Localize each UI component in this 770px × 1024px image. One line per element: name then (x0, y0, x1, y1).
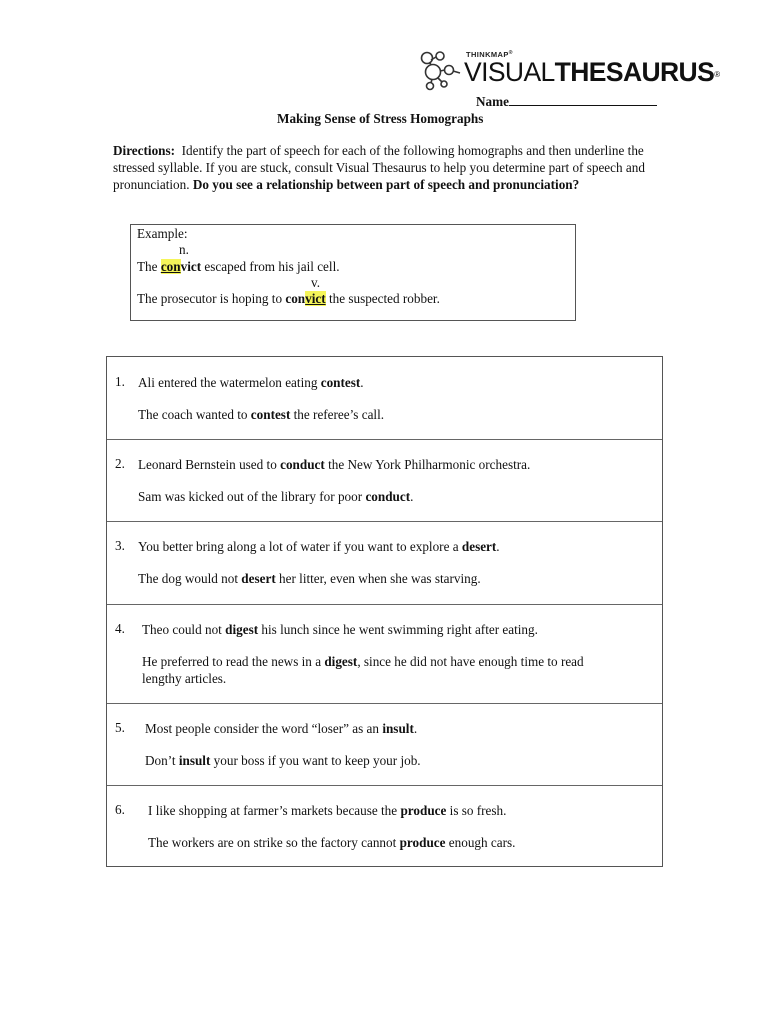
question-number: 5. (115, 720, 125, 735)
directions-label: Directions: (113, 143, 176, 158)
example-sentence-verb: The prosecutor is hoping to convict the suspected robber. (137, 291, 440, 306)
example-pos-noun: n. (179, 242, 189, 257)
question-number: 3. (115, 538, 125, 553)
question-row-3 (107, 521, 662, 605)
question-number: 1. (115, 374, 125, 389)
question-sentence-a: Leonard Bernstein used to conduct the New York Philharmonic orchestra. (138, 457, 531, 472)
question-sentence-b: He preferred to read the news in a digest, since he did not have enough time to read lengthy articles. (142, 654, 584, 686)
name-blank-line[interactable] (509, 94, 657, 106)
question-sentence-a: Most people consider the word “loser” as an insult. (145, 721, 418, 736)
directions-question: Do you see a relationship between part of speech and pronunciation? (192, 177, 580, 192)
directions-text: Identify the part of speech for each of the following homographs and then underline the stressed syllable. If you are stuck, consult Visual Thesaurus to help you determine part of speech and pronunciation. (113, 143, 645, 192)
example-box (130, 224, 576, 321)
question-sentence-b: Sam was kicked out of the library for poor conduct. (138, 489, 414, 504)
question-sentence-a: I like shopping at farmer’s markets because the produce is so fresh. (148, 803, 507, 818)
question-sentence-b: The workers are on strike so the factory cannot produce enough cars. (148, 835, 516, 850)
stressed-syllable-highlight: con (160, 259, 181, 274)
question-row-5 (107, 703, 662, 786)
thinkmap-label: THINKMAP® (466, 50, 513, 59)
question-row-2 (107, 439, 662, 522)
question-row-1 (107, 357, 662, 440)
name-label: Name (476, 94, 509, 109)
question-number: 2. (115, 456, 125, 471)
questions-table (106, 356, 663, 867)
question-row-6 (107, 785, 662, 866)
question-number: 6. (115, 802, 125, 817)
example-sentence-noun: The convict escaped from his jail cell. (137, 259, 340, 274)
question-sentence-b: The dog would not desert her litter, even when she was starving. (138, 571, 481, 586)
example-label: Example: (137, 226, 188, 241)
name-field (476, 94, 657, 110)
directions-paragraph (113, 142, 663, 193)
visual-thesaurus-logo (418, 44, 720, 92)
example-pos-verb: v. (311, 275, 321, 290)
question-number: 4. (115, 621, 125, 636)
question-row-4 (107, 604, 662, 704)
question-sentence-b: The coach wanted to contest the referee’s call. (138, 407, 385, 422)
question-sentence-a: Ali entered the watermelon eating contest. (138, 375, 364, 390)
logo-wordmark: VISUALTHESAURUS® (464, 57, 720, 87)
question-sentence-a: Theo could not digest his lunch since he went swimming right after eating. (142, 622, 538, 637)
stressed-syllable-highlight: vict (305, 291, 326, 306)
question-sentence-b: Don’t insult your boss if you want to keep your job. (145, 753, 421, 768)
molecule-logo-icon (418, 44, 464, 92)
question-sentence-a: You better bring along a lot of water if you want to explore a desert. (138, 539, 500, 554)
page-title: Making Sense of Stress Homographs (277, 111, 484, 126)
